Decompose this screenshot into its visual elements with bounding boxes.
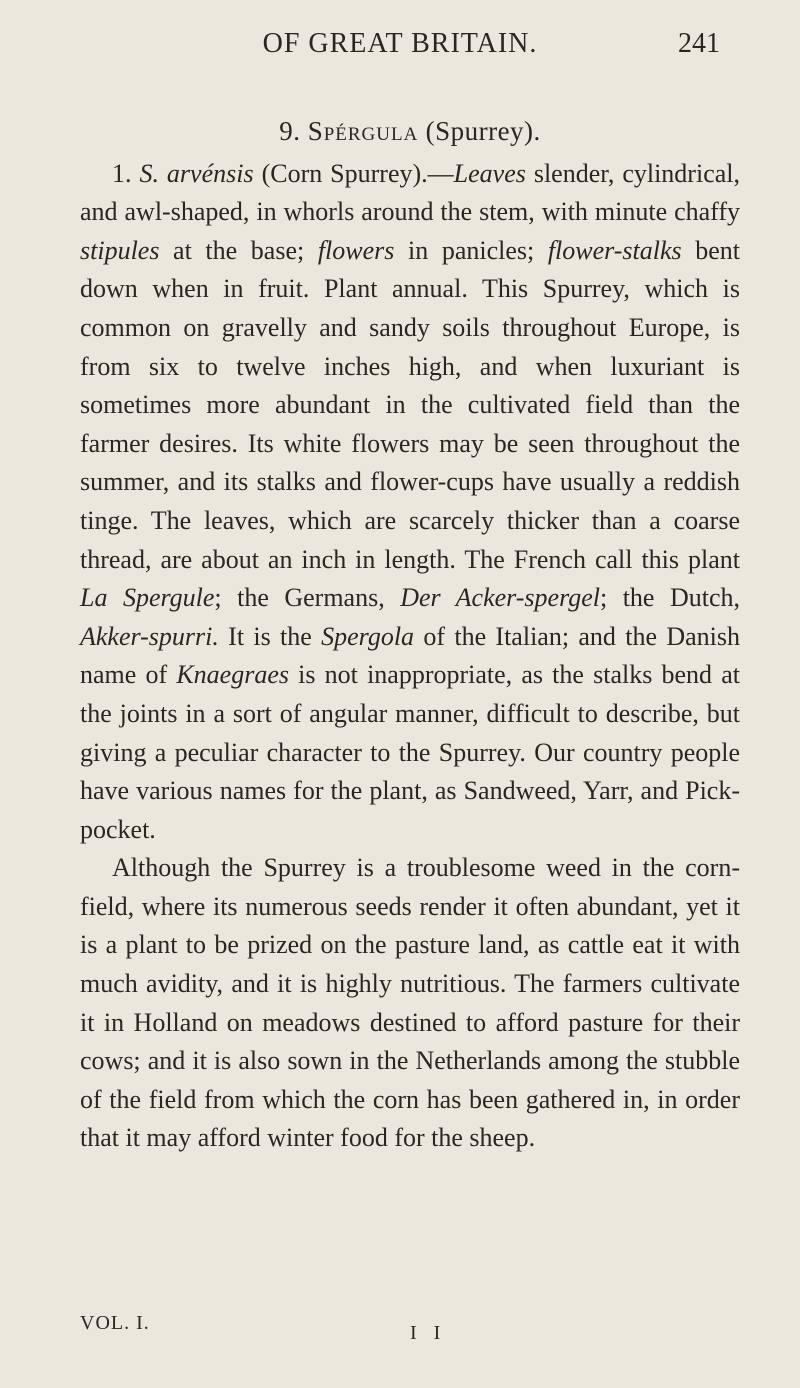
text-run: It is the bbox=[218, 621, 322, 651]
running-head: OF GREAT BRITAIN. bbox=[262, 28, 538, 59]
text-run: is not inappropriate, as the stalks bend at the joints in a sort of angular manner, difficult to describe, but giving a peculiar character to the Spurrey. Our country people have various names for the plant, as Sandweed, Yarr, and Pick-pocket. bbox=[80, 660, 740, 844]
entry-number: 1. bbox=[112, 158, 132, 188]
name-dutch: Akker-spurri. bbox=[80, 621, 219, 651]
page-header bbox=[80, 28, 720, 68]
text-run: bent down when in fruit. Plant annual. This Spurrey, which is common on gravelly and sandy soils throughout Europe, is from six to twelve inches high, and when luxuriant is sometimes more abundant in the cultivated field than the farmer desires. Its white flowers may be seen throughout the summer, and its stalks and flower-cups have usually a reddish tinge. The leaves, which are scarcely thicker than a coarse thread, are about an inch in length. The French call this plant bbox=[80, 235, 741, 574]
text-run: ; the Dutch, bbox=[600, 583, 740, 613]
text-run: in panicles; bbox=[394, 235, 548, 265]
section-number: 9. bbox=[279, 116, 301, 146]
name-german: Der Acker-spergel bbox=[400, 583, 600, 613]
species-entry-paragraph bbox=[80, 155, 740, 850]
species-name: S. arvénsis bbox=[139, 158, 254, 188]
body-text bbox=[80, 112, 740, 1158]
term-flower-stalks: flower-stalks bbox=[547, 235, 682, 265]
text-run: of the Italian; and the Danish name of bbox=[80, 621, 740, 690]
name-italian: Spergola bbox=[321, 621, 415, 651]
name-danish: Knaegraes bbox=[176, 660, 289, 690]
text-run: slender, cylindrical, and awl-shaped, in whorls around the stem, with minute chaffy bbox=[80, 158, 740, 227]
term-leaves: Leaves bbox=[453, 158, 526, 188]
term-stipules: stipules bbox=[80, 235, 160, 265]
volume-label: VOL. I. bbox=[80, 1312, 150, 1334]
name-french: La Spergule bbox=[80, 583, 215, 613]
section-title bbox=[80, 112, 740, 151]
paragraph-pasture: Although the Spurrey is a troublesome weed in the corn-field, where its numerous seeds render it often abundant, yet it is a plant to be prized on the pasture land, as cattle eat it with much avidity, and it is highly nutritious. The farmers cultivate it in Holland on meadows destined to afford pasture for their cows; and it is also sown in the Netherlands among the stubble of the field from which the corn has been gathered in, in order that it may afford winter food for the sheep. bbox=[80, 853, 740, 1153]
signature-mark: I I bbox=[410, 1322, 447, 1344]
genus-common-name: (Spurrey). bbox=[425, 116, 541, 146]
page-number: 241 bbox=[678, 28, 720, 59]
term-flowers: flowers bbox=[317, 235, 395, 265]
genus-name: Spérgula bbox=[307, 116, 419, 146]
page-footer bbox=[80, 1312, 720, 1342]
text-run: ; the Germans, bbox=[214, 583, 401, 613]
text-run: at the base; bbox=[159, 235, 318, 265]
species-common-name: (Corn Spurrey).— bbox=[261, 158, 454, 188]
